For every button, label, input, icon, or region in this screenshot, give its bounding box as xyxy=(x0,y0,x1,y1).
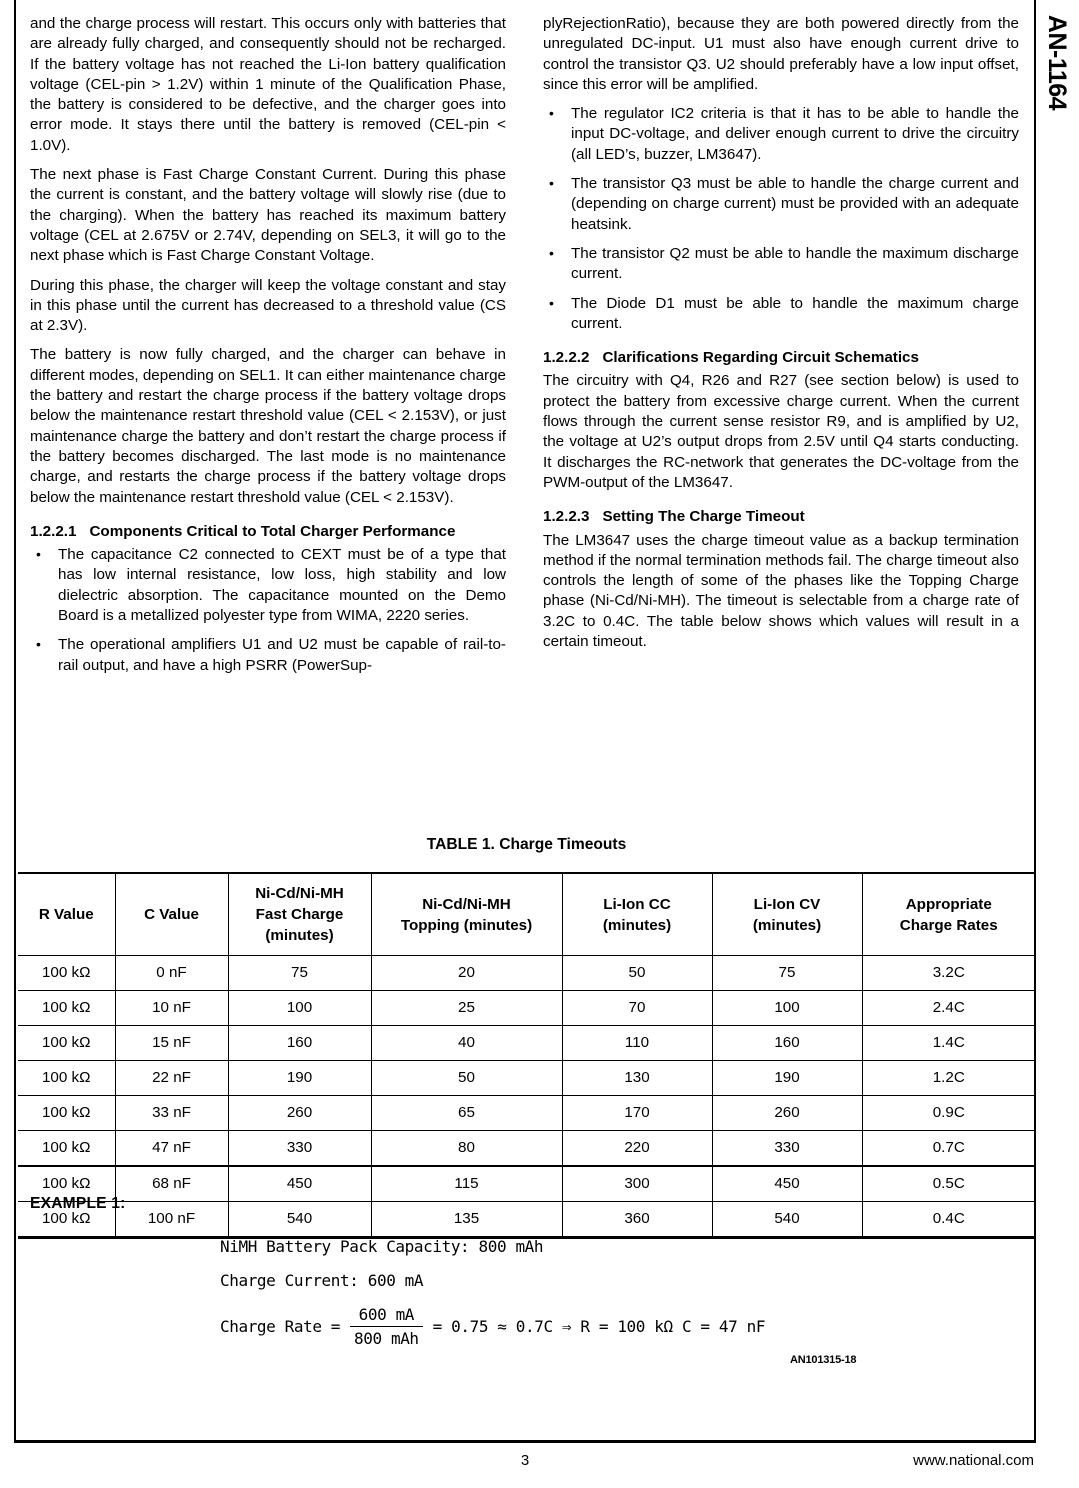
table-cell: 300 xyxy=(562,1166,712,1202)
section-number: 1.2.2.2 xyxy=(543,349,590,367)
table-caption: TABLE 1. Charge Timeouts xyxy=(426,836,627,853)
section-number: 1.2.2.3 xyxy=(543,508,590,526)
table-column-header-line: (minutes) xyxy=(265,927,334,944)
table-cell: 330 xyxy=(228,1131,371,1167)
table-column-header-line: Li-Ion CC xyxy=(603,895,671,913)
table-cell: 33 nF xyxy=(115,1096,228,1131)
table-row xyxy=(18,1026,1035,1061)
table-column-header-line: Ni-Cd/Ni-MH xyxy=(422,895,511,913)
table-column-header-line: (minutes) xyxy=(602,916,672,934)
table-cell: 100 kΩ xyxy=(18,1061,115,1096)
page-number: 3 xyxy=(520,1452,530,1469)
table-cell: 100 kΩ xyxy=(18,1096,115,1131)
table-row xyxy=(18,991,1035,1026)
table-column-header-line: (minutes) xyxy=(752,916,822,934)
list-item: • The Diode D1 must be able to handle the maximum charge current. xyxy=(543,294,1019,335)
table-column-header xyxy=(228,873,371,956)
table-cell: 0.7C xyxy=(862,1131,1035,1167)
table-cell: 22 nF xyxy=(115,1061,228,1096)
example-capacity-line: NiMH Battery Pack Capacity: 800 mAh xyxy=(220,1237,544,1256)
paragraph: The circuitry with Q4, R26 and R27 (see section below) is used to protect the battery from excessive charge current. When the current flows through the current sense resistor R9, and is amplified by U2, the voltage at U2’s output drops from 2.5V until Q4 starts conducting. It discharges the RC-network that generates the DC-voltage from the PWM-output of the LM3647. xyxy=(543,372,1019,491)
table-cell: 50 xyxy=(562,956,712,991)
table-column-header-line: Appropriate xyxy=(905,895,992,913)
table-cell: 160 xyxy=(228,1026,371,1061)
table-cell: 65 xyxy=(371,1096,562,1131)
fraction xyxy=(350,1305,423,1348)
table-column-header xyxy=(115,873,228,956)
table-row xyxy=(18,1061,1035,1096)
table-cell: 100 xyxy=(712,991,862,1026)
table-cell: 100 xyxy=(228,991,371,1026)
paragraph: and the charge process will restart. This occurs only with batteries that are already fully charged, and consequently should not be recharged. If the battery voltage has not reached the Li-Ion battery qualification voltage (CEL-pin > 1.2V) within 1 minute of the Qualification Phase, the battery is considered to be defective, and the charger goes into error mode. It stays there until the battery is removed (CEL-pin < 1.0V). xyxy=(30,15,506,154)
table-cell: 220 xyxy=(562,1131,712,1167)
table-cell: 15 nF xyxy=(115,1026,228,1061)
table-cell: 540 xyxy=(712,1202,862,1238)
table-row xyxy=(18,1131,1035,1167)
table-cell: 20 xyxy=(371,956,562,991)
paragraph: The battery is now fully charged, and the charger can behave in different modes, depending on SEL1. It can either maintenance charge the battery and restart the charge process if the battery voltage drops below the maintenance restart threshold value (CEL < 2.153V), or just maintenance charge the battery and don’t restart the charge process if the battery becomes discharged. The last mode is no maintenance charge, and restarts the charge process if the battery voltage drops below the maintenance restart threshold value (CEL < 2.153V). xyxy=(30,346,506,506)
table-cell: 25 xyxy=(371,991,562,1026)
example-label: EXAMPLE 1: xyxy=(30,1195,126,1212)
table-cell: 3.2C xyxy=(862,956,1035,991)
table-cell: 10 nF xyxy=(115,991,228,1026)
table-cell: 360 xyxy=(562,1202,712,1238)
table-cell: 50 xyxy=(371,1061,562,1096)
table-cell: 190 xyxy=(712,1061,862,1096)
table-cell: 130 xyxy=(562,1061,712,1096)
equation-tail: = 0.75 ≈ 0.7C ⇒ R = 100 kΩ C = 47 nF xyxy=(432,1317,766,1336)
table-cell: 260 xyxy=(712,1096,862,1131)
list-item: • The transistor Q2 must be able to handle the maximum discharge current. xyxy=(543,244,1019,285)
section-heading-1-2-2-2 xyxy=(543,348,1019,368)
table-cell: 0.9C xyxy=(862,1096,1035,1131)
table-cell: 330 xyxy=(712,1131,862,1167)
table-cell: 0 nF xyxy=(115,956,228,991)
table-cell: 100 kΩ xyxy=(18,991,115,1026)
equation-lead: Charge Rate = xyxy=(220,1317,341,1336)
fraction-denominator: 800 mAh xyxy=(350,1326,423,1348)
table-column-header-line: Ni-Cd/Ni-MH xyxy=(255,885,344,902)
table-cell: 80 xyxy=(371,1131,562,1167)
charge-timeouts-table-block xyxy=(18,836,1035,1239)
table-cell: 0.5C xyxy=(862,1166,1035,1202)
figure-id-label: AN101315-18 xyxy=(790,1354,857,1366)
table-cell: 160 xyxy=(712,1026,862,1061)
list-item: • The operational amplifiers U1 and U2 must be capable of rail-to-rail output, and have a high PSRR (PowerSup- xyxy=(30,635,506,676)
bullet-list xyxy=(30,545,506,676)
table-column-header-line: Topping (minutes) xyxy=(400,916,533,934)
table-cell: 115 xyxy=(371,1166,562,1202)
table-cell: 100 kΩ xyxy=(18,1026,115,1061)
table-cell: 260 xyxy=(228,1096,371,1131)
table-column-header xyxy=(18,873,115,956)
table-cell: 68 nF xyxy=(115,1166,228,1202)
table-cell: 540 xyxy=(228,1202,371,1238)
table-cell: 0.4C xyxy=(862,1202,1035,1238)
table-cell: 1.2C xyxy=(862,1061,1035,1096)
table-cell: 450 xyxy=(228,1166,371,1202)
footer-url: www.national.com xyxy=(913,1452,1034,1469)
paragraph: plyRejectionRatio), because they are both powered directly from the unregulated DC-input. U1 must also have enough current drive to control the transistor Q3. U2 should preferably have a low input offset, since this error will be amplified. xyxy=(543,15,1019,93)
list-item: • The transistor Q3 must be able to handle the charge current and (depending on charge current) must be provided with an adequate heatsink. xyxy=(543,174,1019,235)
table-header-row xyxy=(18,873,1035,956)
table-cell: 40 xyxy=(371,1026,562,1061)
table-cell: 100 kΩ xyxy=(18,1166,115,1202)
paragraph: The next phase is Fast Charge Constant Current. During this phase the current is constant, and the battery voltage will slowly rise (due to the charging). When the battery has reached its maximum battery voltage (CEL at 2.675V or 2.74V, depending on SEL3, it will go to the next phase which is Fast Charge Constant Voltage. xyxy=(30,166,506,265)
right-column xyxy=(543,14,1019,676)
table-cell: 170 xyxy=(562,1096,712,1131)
table-row xyxy=(18,956,1035,991)
section-title: Clarifications Regarding Circuit Schematics xyxy=(602,349,919,367)
example-equations xyxy=(220,1237,1030,1366)
table-cell: 75 xyxy=(712,956,862,991)
table-cell: 110 xyxy=(562,1026,712,1061)
table-column-header-line: R Value xyxy=(38,906,94,923)
table-cell: 1.4C xyxy=(862,1026,1035,1061)
table-row xyxy=(18,873,1035,956)
table-cell: 100 kΩ xyxy=(18,1131,115,1167)
left-column xyxy=(30,14,506,676)
paragraph: During this phase, the charger will keep the voltage constant and stay in this phase until the current has decreased to a threshold value (CS at 2.3V). xyxy=(30,276,506,335)
example-block xyxy=(30,1195,1030,1366)
example-current-line: Charge Current: 600 mA xyxy=(220,1271,424,1290)
table-cell: 100 kΩ xyxy=(18,1202,115,1238)
table-column-header-line: Li-Ion CV xyxy=(753,895,821,913)
section-heading-1-2-2-1 xyxy=(30,522,506,542)
charge-rate-equation xyxy=(220,1305,1030,1348)
table-cell: 450 xyxy=(712,1166,862,1202)
section-heading-1-2-2-3 xyxy=(543,507,1019,527)
table-row xyxy=(18,1096,1035,1131)
section-number: 1.2.2.1 xyxy=(30,522,77,540)
fraction-numerator: 600 mA xyxy=(358,1305,415,1324)
table-cell: 70 xyxy=(562,991,712,1026)
table-cell: 75 xyxy=(228,956,371,991)
table-column-header xyxy=(712,873,862,956)
list-item: • The regulator IC2 criteria is that it has to be able to handle the input DC-voltage, and deliver enough current to drive the circuitry (all LED’s, buzzer, LM3647). xyxy=(543,104,1019,165)
document-id-label: AN-1164 xyxy=(1043,14,1072,111)
article-body xyxy=(30,14,1020,676)
table-cell: 190 xyxy=(228,1061,371,1096)
charge-timeouts-table xyxy=(18,872,1035,1239)
table-cell: 100 kΩ xyxy=(18,956,115,991)
list-item: • The capacitance C2 connected to CEXT must be of a type that has low internal resistance, low loss, high stability and low dielectric absorption. The capacitance mounted on the Demo Board is a metallized polyester type from WIMA, 2220 series. xyxy=(30,545,506,626)
bullet-list xyxy=(543,104,1019,334)
table-column-header-line: Charge Rates xyxy=(899,916,998,934)
paragraph: The LM3647 uses the charge timeout value as a backup termination method if the normal termination methods fail. The charge timeout also controls the length of some of the phases like the Topping Charge phase (Ni-Cd/Ni-MH). The timeout is selectable from a charge rate of 3.2C to 0.4C. The table below shows which values will result in a certain timeout. xyxy=(543,531,1019,651)
table-column-header-line: Fast Charge xyxy=(255,906,344,923)
table-cell: 135 xyxy=(371,1202,562,1238)
section-title: Setting The Charge Timeout xyxy=(602,508,805,526)
table-cell: 100 nF xyxy=(115,1202,228,1238)
document-id-tab xyxy=(1037,4,1077,124)
table-column-header xyxy=(562,873,712,956)
section-title: Components Critical to Total Charger Performance xyxy=(89,522,456,540)
page-footer xyxy=(14,1452,1036,1478)
table-column-header xyxy=(862,873,1035,956)
table-cell: 2.4C xyxy=(862,991,1035,1026)
table-column-header xyxy=(371,873,562,956)
table-cell: 47 nF xyxy=(115,1131,228,1167)
table-column-header-line: C Value xyxy=(144,906,199,923)
